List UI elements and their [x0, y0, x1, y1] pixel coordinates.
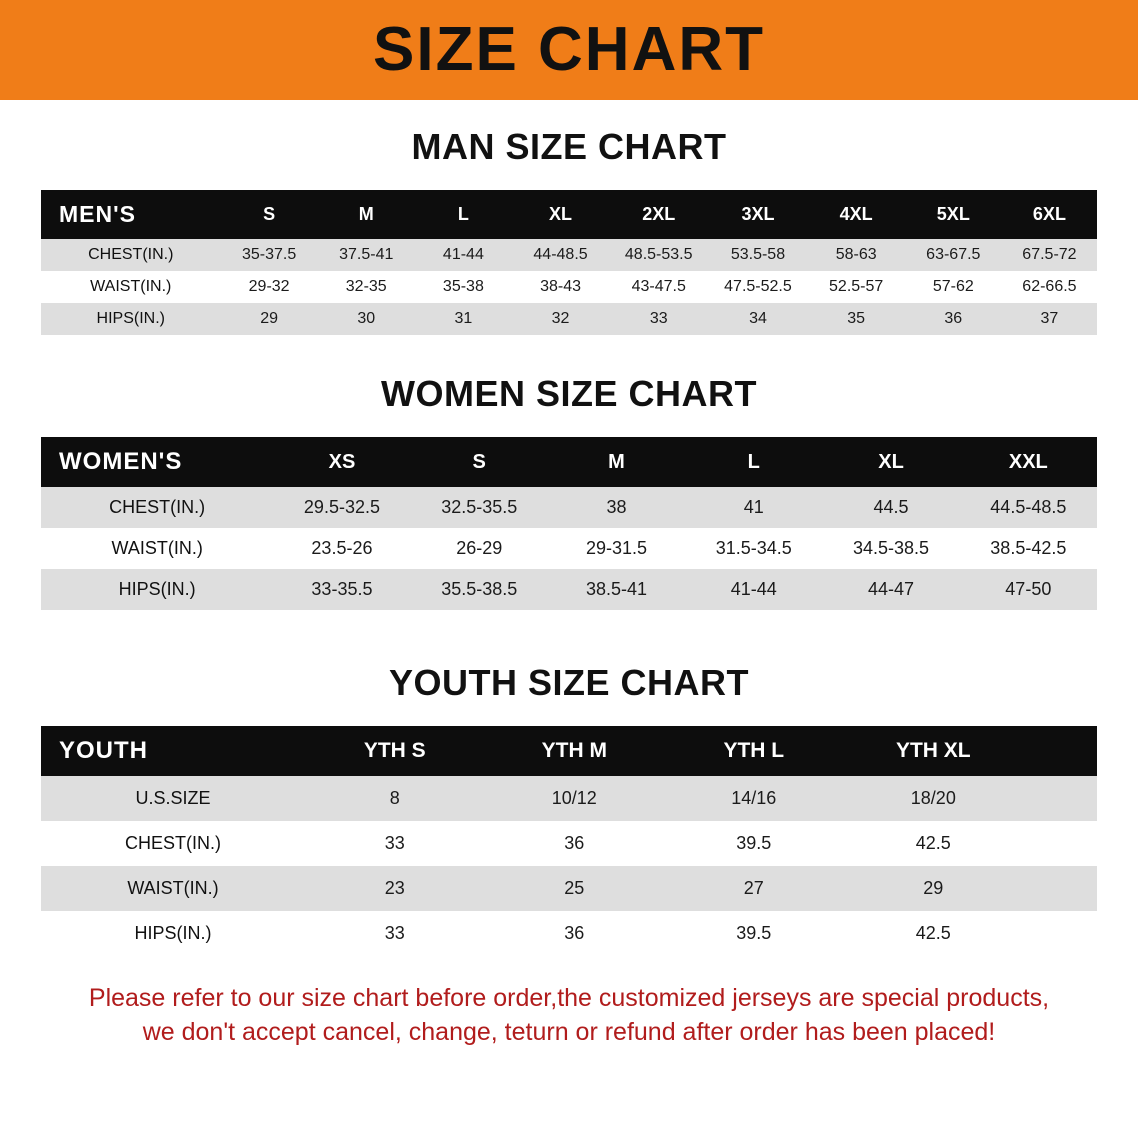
table-cell: 37.5-41 [339, 246, 394, 263]
table-cell: 32-35 [345, 278, 387, 295]
youth-row-label-waist: WAIST(IN.) [127, 878, 219, 898]
table-cell: 33 [649, 310, 668, 327]
youth-header-m: YTH M [541, 739, 607, 762]
youth-row-label-ussize: U.S.SIZE [135, 788, 211, 808]
man-row-label-hips: HIPS(IN.) [96, 310, 165, 327]
table-cell: 18/20 [910, 788, 956, 808]
table-row [41, 866, 1097, 911]
table-cell: 36 [564, 923, 585, 943]
table-cell: 41-44 [730, 579, 777, 599]
table-cell: 27 [743, 878, 764, 898]
table-cell: 35-38 [442, 278, 484, 295]
table-cell: 26-29 [456, 538, 503, 558]
table-row [41, 303, 1097, 335]
table-cell: 23.5-26 [311, 538, 373, 558]
table-cell: 44-48.5 [533, 246, 588, 263]
man-header-4xl: 4XL [839, 204, 873, 224]
man-size-table [41, 190, 1097, 335]
women-header-xs: XS [328, 450, 356, 473]
table-cell: 36 [944, 310, 963, 327]
table-cell: 53.5-58 [730, 246, 786, 263]
man-header-5xl: 5XL [936, 204, 970, 224]
women-size-table-wrap [41, 437, 1097, 610]
youth-row-label-chest: CHEST(IN.) [125, 833, 221, 853]
table-cell: 34.5-38.5 [852, 538, 930, 558]
table-cell: 23 [384, 878, 405, 898]
table-cell: 32.5-35.5 [441, 497, 518, 517]
man-table-header [41, 190, 1097, 239]
man-row-label-waist: WAIST(IN.) [90, 278, 172, 295]
man-header-s: S [263, 204, 276, 224]
table-cell: 29-31.5 [585, 538, 648, 558]
table-cell-spacer [1023, 776, 1097, 821]
youth-header-l: YTH L [723, 739, 785, 762]
youth-header-label: YOUTH [59, 737, 148, 764]
table-cell: 31 [454, 310, 473, 327]
table-cell: 42.5 [915, 923, 951, 943]
women-row-label-waist: WAIST(IN.) [111, 538, 203, 558]
table-cell: 30 [357, 310, 376, 327]
women-table-header [41, 437, 1097, 487]
table-cell: 38.5-42.5 [990, 538, 1067, 558]
page-banner [0, 0, 1138, 100]
youth-header-s: YTH S [363, 739, 426, 762]
table-cell: 25 [564, 878, 585, 898]
table-cell-spacer [1023, 866, 1097, 911]
table-cell: 35 [847, 310, 866, 327]
women-header-s: S [472, 450, 486, 473]
man-header-m: M [358, 204, 374, 224]
youth-size-table [41, 726, 1097, 956]
table-header-row [41, 190, 1097, 239]
table-cell: 41-44 [442, 246, 484, 263]
youth-section-heading: YOUTH SIZE CHART [388, 662, 749, 703]
table-row [41, 776, 1097, 821]
table-cell-spacer [1023, 911, 1097, 956]
table-cell: 29 [260, 310, 278, 327]
table-cell: 39.5 [736, 833, 772, 853]
women-table-body [41, 487, 1097, 610]
table-cell: 58-63 [835, 246, 877, 263]
page-title: SIZE CHART [373, 15, 765, 84]
table-cell: 31.5-34.5 [715, 538, 792, 558]
table-cell: 33 [384, 833, 405, 853]
table-row [41, 821, 1097, 866]
youth-size-table-wrap [41, 726, 1097, 956]
table-row [41, 528, 1097, 569]
table-cell: 41 [743, 497, 764, 517]
table-cell: 47.5-52.5 [724, 278, 792, 295]
table-cell: 62-66.5 [1022, 278, 1077, 295]
man-header-l: L [457, 204, 469, 224]
table-cell: 29-32 [248, 278, 290, 295]
table-cell: 33-35.5 [311, 579, 373, 599]
man-header-2xl: 2XL [642, 204, 676, 224]
man-header-xl: XL [549, 204, 573, 224]
youth-table-body [41, 776, 1097, 956]
table-cell: 48.5-53.5 [624, 246, 693, 263]
table-cell: 35.5-38.5 [441, 579, 518, 599]
table-cell-spacer [1023, 821, 1097, 866]
table-cell: 8 [389, 788, 400, 808]
table-cell: 38 [606, 497, 627, 517]
table-cell: 43-47.5 [631, 278, 686, 295]
man-section-heading: MAN SIZE CHART [411, 126, 727, 167]
table-cell: 14/16 [731, 788, 777, 808]
table-cell: 33 [384, 923, 405, 943]
table-cell: 52.5-57 [829, 278, 884, 295]
women-header-m: M [608, 450, 625, 473]
table-row [41, 911, 1097, 956]
table-header-row [41, 437, 1097, 487]
table-cell: 57-62 [932, 278, 974, 295]
women-row-label-chest: CHEST(IN.) [109, 497, 206, 517]
table-cell: 63-67.5 [926, 246, 981, 263]
table-cell: 37 [1040, 310, 1059, 327]
table-cell: 44-47 [868, 579, 915, 599]
table-cell: 38.5-41 [585, 579, 648, 599]
women-section-heading: WOMEN SIZE CHART [381, 373, 757, 414]
man-table-body [41, 239, 1097, 335]
women-header-label: WOMEN'S [59, 448, 183, 475]
man-header-6xl: 6XL [1032, 204, 1066, 224]
table-row [41, 487, 1097, 528]
man-row-label-chest: CHEST(IN.) [88, 246, 174, 263]
table-cell: 47-50 [1005, 579, 1052, 599]
table-cell: 38-43 [540, 278, 581, 295]
table-row [41, 239, 1097, 271]
order-policy-note [39, 982, 1099, 1050]
women-header-xxl: XXL [1008, 450, 1048, 473]
table-row [41, 271, 1097, 303]
table-cell: 34 [749, 310, 767, 327]
table-row [41, 569, 1097, 610]
man-header-3xl: 3XL [741, 204, 775, 224]
table-cell: 32 [551, 310, 570, 327]
youth-header-xl: YTH XL [895, 739, 971, 762]
table-cell: 44.5 [873, 497, 909, 517]
table-cell: 44.5-48.5 [990, 497, 1067, 517]
table-header-row [41, 726, 1097, 776]
table-cell: 10/12 [551, 788, 597, 808]
man-header-label: MEN'S [59, 201, 136, 227]
table-cell: 42.5 [915, 833, 951, 853]
table-cell: 36 [564, 833, 585, 853]
women-row-label-hips: HIPS(IN.) [118, 579, 196, 599]
table-cell: 29 [923, 878, 944, 898]
table-cell: 39.5 [736, 923, 772, 943]
table-cell: 35-37.5 [241, 246, 297, 263]
women-header-xl: XL [878, 450, 904, 473]
women-size-table [41, 437, 1097, 610]
table-cell: 67.5-72 [1022, 246, 1077, 263]
youth-row-label-hips: HIPS(IN.) [134, 923, 212, 943]
table-cell: 29.5-32.5 [303, 497, 380, 517]
women-header-l: L [747, 450, 760, 473]
order-policy-note-line1: Please refer to our size chart before order,the customized jerseys are special products, [88, 984, 1050, 1012]
youth-table-header [41, 726, 1097, 776]
youth-header-spacer [1023, 726, 1097, 776]
order-policy-note-line2: we don't accept cancel, change, teturn or refund after order has been placed! [142, 1017, 996, 1046]
man-size-table-wrap [41, 190, 1097, 335]
